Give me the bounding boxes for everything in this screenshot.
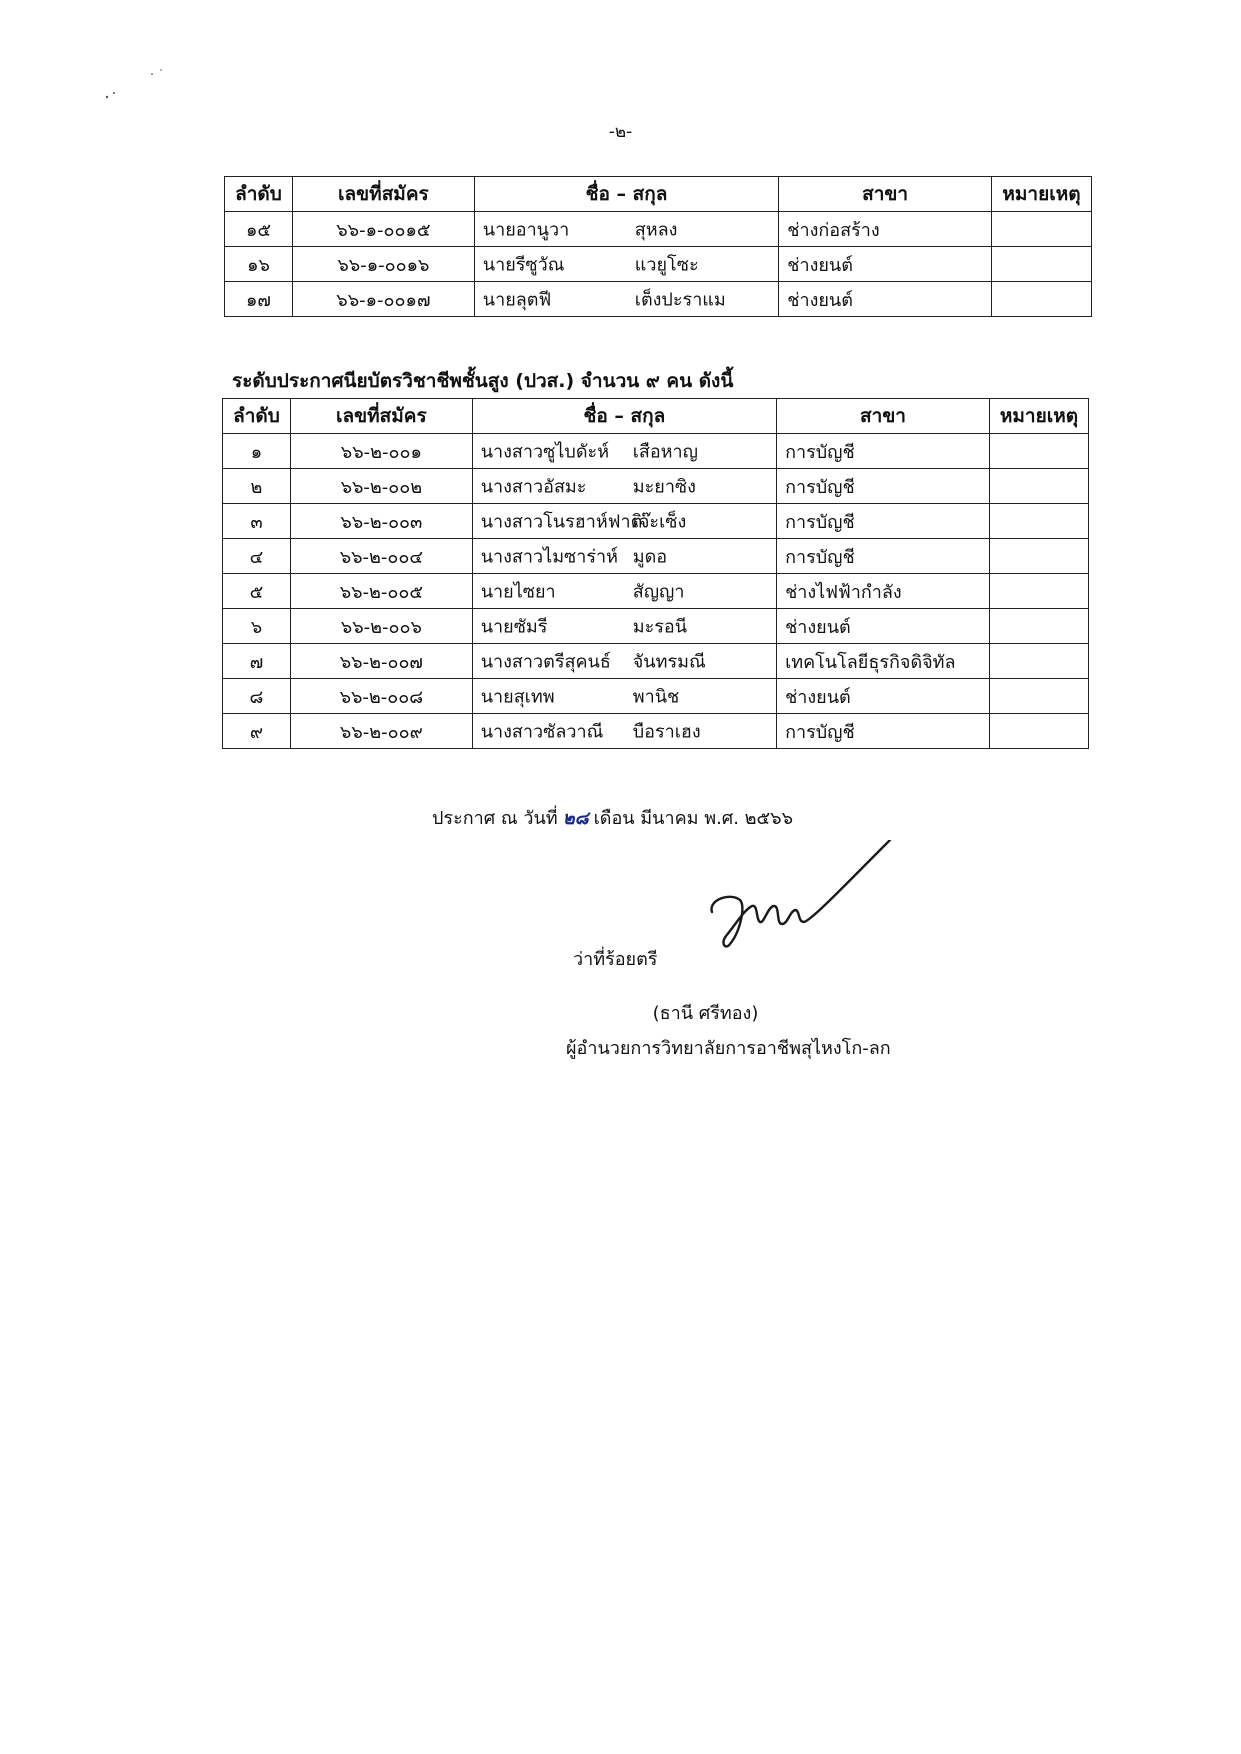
applicant-no-cell: ๖๖-๒-๐๐๓ xyxy=(290,504,472,539)
remark-cell xyxy=(991,212,1091,247)
remark-cell xyxy=(989,679,1088,714)
order-cell: ๕ xyxy=(223,574,291,609)
table-row xyxy=(223,609,1089,644)
column-header-order: ลำดับ xyxy=(225,177,293,212)
last-name: บือราเฮง xyxy=(632,721,701,743)
branch-cell: การบัญชี xyxy=(777,469,990,504)
column-header-remark: หมายเหตุ xyxy=(991,177,1091,212)
remark-cell xyxy=(989,609,1088,644)
applicant-no-cell: ๖๖-๑-๐๐๑๖ xyxy=(292,247,474,282)
signer-name: (ธานี ศรีทอง) xyxy=(652,1003,759,1024)
announcement-date xyxy=(432,803,793,832)
name-cell xyxy=(472,644,776,679)
table-row xyxy=(223,714,1089,749)
page-number: -๒- xyxy=(608,122,633,142)
last-name: มะยาซิง xyxy=(632,476,696,498)
section-heading: ระดับประกาศนียบัตรวิชาชีพชั้นสูง (ปวส.) จำนวน ๙ คน ดังนี้ xyxy=(232,370,734,392)
name-cell xyxy=(472,539,776,574)
last-name: จันทรมณี xyxy=(632,651,706,673)
table-row xyxy=(225,282,1092,317)
branch-cell: ช่างไฟฟ้ากำลัง xyxy=(777,574,990,609)
last-name: มะรอนี xyxy=(632,616,688,638)
last-name: พานิช xyxy=(632,686,680,708)
first-name: นางสาวอัสมะ xyxy=(480,476,587,498)
branch-cell: ช่างยนต์ xyxy=(779,247,992,282)
scan-specks xyxy=(100,60,180,110)
first-name: นายสุเทพ xyxy=(480,686,555,708)
first-name: นางสาวซัลวาณี xyxy=(480,721,604,743)
last-name: สัญญา xyxy=(632,581,685,603)
name-cell xyxy=(472,574,776,609)
order-cell: ๒ xyxy=(223,469,291,504)
applicant-table-high-certificate xyxy=(222,398,1089,749)
branch-cell: ช่างก่อสร้าง xyxy=(779,212,992,247)
table-row xyxy=(223,679,1089,714)
name-cell xyxy=(474,282,778,317)
column-header-order: ลำดับ xyxy=(223,399,291,434)
first-name: นายไซยา xyxy=(480,581,556,603)
table-row xyxy=(223,539,1089,574)
first-name: นางสาวไมซาร่าห์ xyxy=(480,546,619,568)
applicant-no-cell: ๖๖-๑-๐๐๑๗ xyxy=(292,282,474,317)
order-cell: ๑๖ xyxy=(225,247,293,282)
announcement-suffix: เดือน มีนาคม พ.ศ. ๒๕๖๖ xyxy=(593,808,794,829)
first-name: นายรีซูวัณ xyxy=(482,254,565,276)
remark-cell xyxy=(989,504,1088,539)
order-cell: ๑๕ xyxy=(225,212,293,247)
order-cell: ๗ xyxy=(223,644,291,679)
applicant-no-cell: ๖๖-๒-๐๐๕ xyxy=(290,574,472,609)
first-name: นางสาวตรีสุคนธ์ xyxy=(480,651,611,673)
column-header-applicant-no: เลขที่สมัคร xyxy=(290,399,472,434)
branch-cell: ช่างยนต์ xyxy=(779,282,992,317)
column-header-branch: สาขา xyxy=(777,399,990,434)
column-header-branch: สาขา xyxy=(779,177,992,212)
branch-cell: การบัญชี xyxy=(777,714,990,749)
branch-cell: เทคโนโลยีธุรกิจดิจิทัล xyxy=(777,644,990,679)
applicant-no-cell: ๖๖-๒-๐๐๒ xyxy=(290,469,472,504)
name-cell xyxy=(474,247,778,282)
name-cell xyxy=(472,714,776,749)
column-header-remark: หมายเหตุ xyxy=(989,399,1088,434)
first-name: นายซัมรี xyxy=(480,616,548,638)
table-row xyxy=(223,644,1089,679)
signer-position: ผู้อำนวยการวิทยาลัยการอาชีพสุไหงโก-ลก xyxy=(566,1038,891,1059)
table-body xyxy=(225,212,1092,317)
last-name: เสือหาญ xyxy=(632,441,698,463)
table-row xyxy=(223,574,1089,609)
announcement-day-handwritten: ๒๘ xyxy=(562,808,589,829)
applicant-table-certificate xyxy=(224,176,1092,317)
first-name: นายลุตฟี xyxy=(482,289,552,311)
branch-cell: ช่างยนต์ xyxy=(777,609,990,644)
applicant-no-cell: ๖๖-๑-๐๐๑๕ xyxy=(292,212,474,247)
name-cell xyxy=(472,434,776,469)
order-cell: ๑ xyxy=(223,434,291,469)
order-cell: ๙ xyxy=(223,714,291,749)
remark-cell xyxy=(991,282,1091,317)
applicant-no-cell: ๖๖-๒-๐๐๗ xyxy=(290,644,472,679)
name-cell xyxy=(472,504,776,539)
table-row xyxy=(223,504,1089,539)
applicant-no-cell: ๖๖-๒-๐๐๘ xyxy=(290,679,472,714)
table-row xyxy=(223,469,1089,504)
table-row xyxy=(223,434,1089,469)
first-name: นายอานูวา xyxy=(482,219,570,241)
name-cell xyxy=(472,679,776,714)
table-row xyxy=(225,247,1092,282)
order-cell: ๘ xyxy=(223,679,291,714)
column-header-name: ชื่อ – สกุล xyxy=(474,177,778,212)
remark-cell xyxy=(989,574,1088,609)
name-cell xyxy=(474,212,778,247)
branch-cell: การบัญชี xyxy=(777,539,990,574)
remark-cell xyxy=(989,644,1088,679)
remark-cell xyxy=(989,434,1088,469)
table-body xyxy=(223,434,1089,749)
applicant-no-cell: ๖๖-๒-๐๐๙ xyxy=(290,714,472,749)
first-name: นางสาวซูไบดัะห์ xyxy=(480,441,610,463)
applicant-no-cell: ๖๖-๒-๐๐๖ xyxy=(290,609,472,644)
branch-cell: การบัญชี xyxy=(777,504,990,539)
branch-cell: ช่างยนต์ xyxy=(777,679,990,714)
order-cell: ๑๗ xyxy=(225,282,293,317)
order-cell: ๔ xyxy=(223,539,291,574)
table-header-row xyxy=(225,177,1092,212)
remark-cell xyxy=(989,469,1088,504)
last-name: เจ๊ะเซ็ง xyxy=(632,511,687,533)
name-cell xyxy=(472,469,776,504)
last-name: สุหลง xyxy=(634,219,678,241)
applicant-no-cell: ๖๖-๒-๐๐๔ xyxy=(290,539,472,574)
column-header-name: ชื่อ – สกุล xyxy=(472,399,776,434)
order-cell: ๓ xyxy=(223,504,291,539)
last-name: แวยูโซะ xyxy=(634,254,699,276)
name-cell xyxy=(472,609,776,644)
applicant-no-cell: ๖๖-๒-๐๐๑ xyxy=(290,434,472,469)
signature-image xyxy=(700,840,910,980)
remark-cell xyxy=(991,247,1091,282)
table-header-row xyxy=(223,399,1089,434)
column-header-applicant-no: เลขที่สมัคร xyxy=(292,177,474,212)
last-name: มูดอ xyxy=(632,546,668,568)
remark-cell xyxy=(989,539,1088,574)
table-row xyxy=(225,212,1092,247)
branch-cell: การบัญชี xyxy=(777,434,990,469)
first-name: นางสาวโนรฮาห์ฟาติ xyxy=(480,511,643,533)
announcement-prefix: ประกาศ ณ วันที่ xyxy=(432,808,558,829)
remark-cell xyxy=(989,714,1088,749)
order-cell: ๖ xyxy=(223,609,291,644)
last-name: เต็งปะราแม xyxy=(634,289,726,311)
signer-rank: ว่าที่ร้อยตรี xyxy=(573,949,658,970)
